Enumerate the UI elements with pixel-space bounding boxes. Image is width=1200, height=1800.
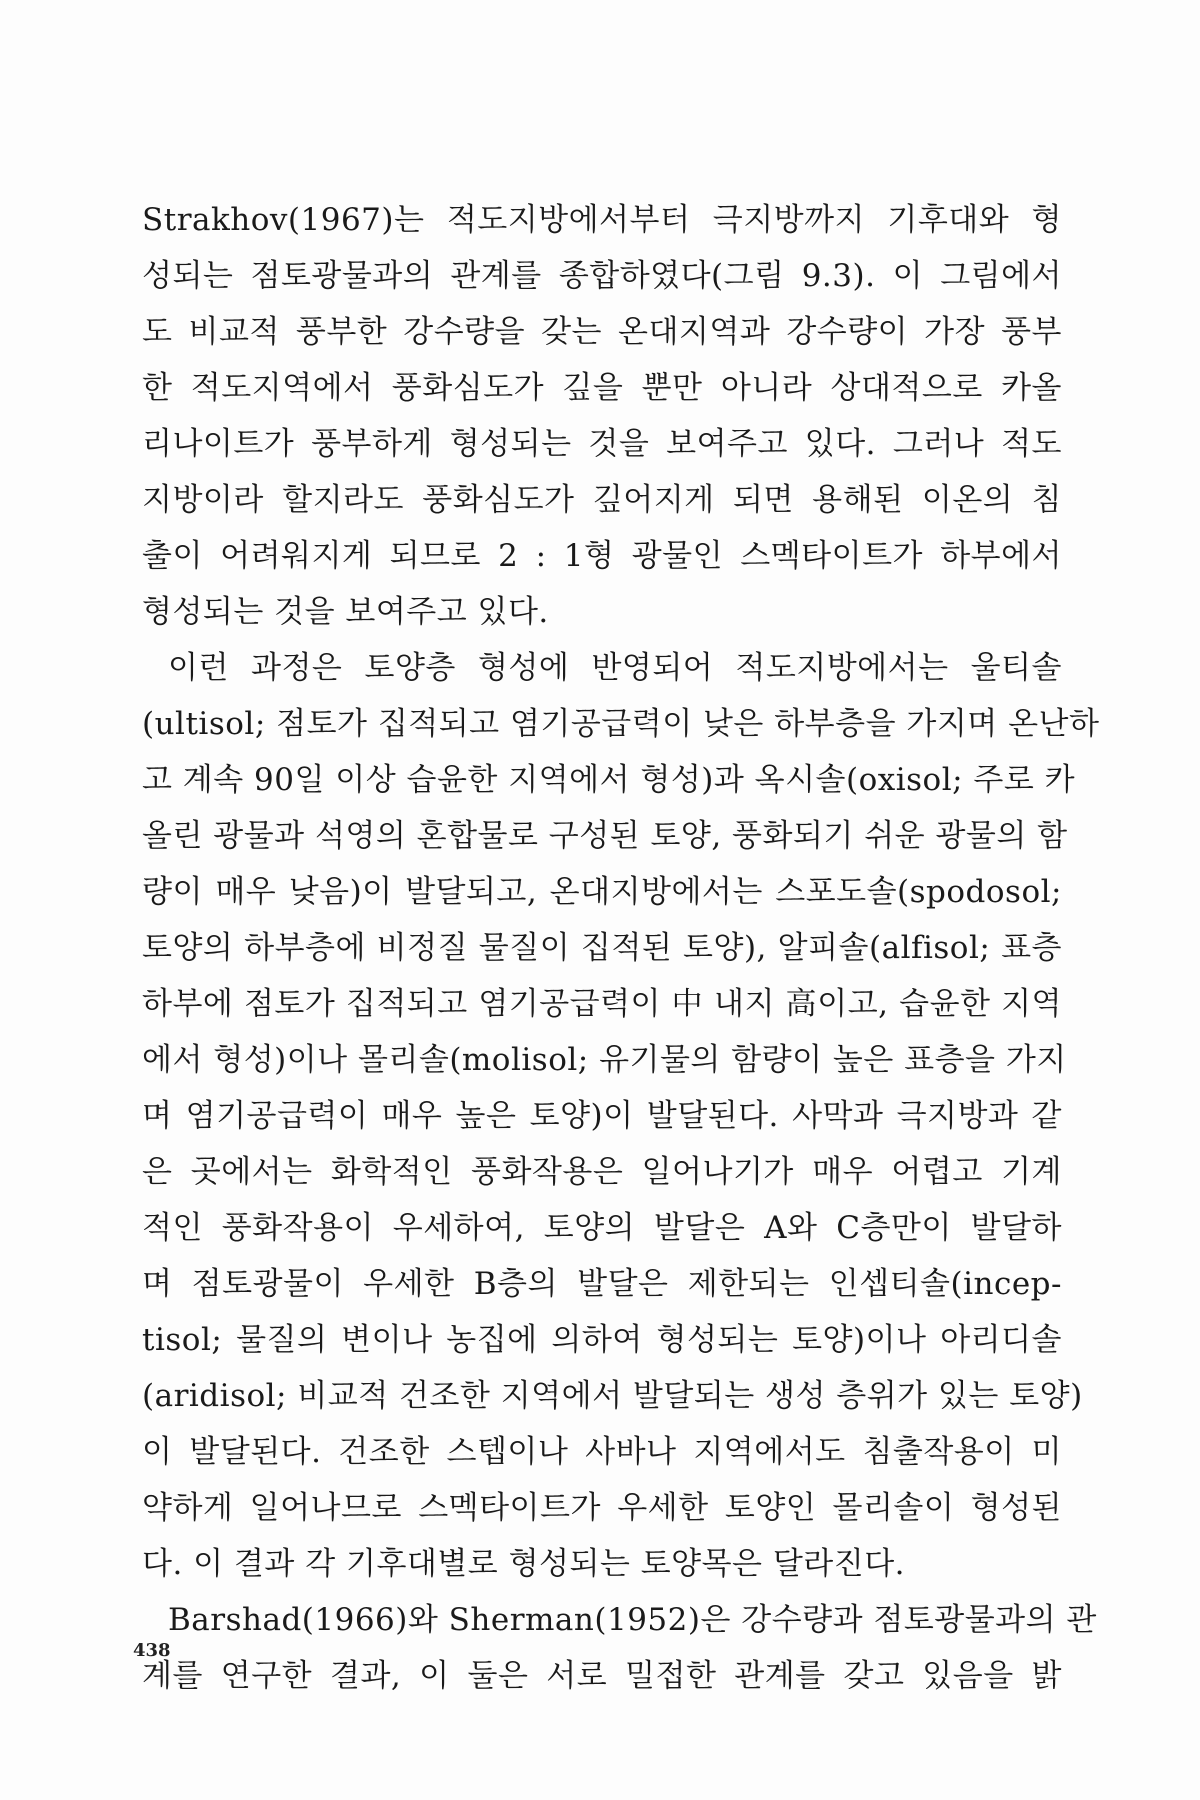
- text-line: 적인 풍화작용이 우세하여, 토양의 발달은 A와 C층만이 발달하: [142, 1210, 1062, 1246]
- text-line: 에서 형성)이나 몰리솔(molisol; 유기물의 함량이 높은 표층을 가지: [142, 1042, 1067, 1078]
- text-line: 리나이트가 풍부하게 형성되는 것을 보여주고 있다. 그러나 적도: [142, 426, 1062, 462]
- text-line: 지방이라 할지라도 풍화심도가 깊어지게 되면 용해된 이온의 침: [142, 482, 1062, 518]
- text-line: 이런 과정은 토양층 형성에 반영되어 적도지방에서는 울티솔: [168, 650, 1062, 686]
- text-line: 며 염기공급력이 매우 높은 토양)이 발달된다. 사막과 극지방과 같: [142, 1098, 1062, 1134]
- text-line: 토양의 하부층에 비정질 물질이 집적된 토양), 알피솔(alfisol; 표층: [142, 930, 1062, 966]
- text-line: 고 계속 90일 이상 습윤한 지역에서 형성)과 옥시솔(oxisol; 주로 카: [142, 762, 1076, 798]
- text-line: Strakhov(1967)는 적도지방에서부터 극지방까지 기후대와 형: [142, 202, 1062, 238]
- text-line: 약하게 일어나므로 스멕타이트가 우세한 토양인 몰리솔이 형성된: [142, 1490, 1062, 1526]
- text-line: 도 비교적 풍부한 강수량을 갖는 온대지역과 강수량이 가장 풍부: [142, 314, 1062, 350]
- text-line: 계를 연구한 결과, 이 둘은 서로 밀접한 관계를 갖고 있음을 밝: [142, 1658, 1062, 1694]
- text-line: 형성되는 것을 보여주고 있다.: [142, 594, 549, 630]
- text-line: 출이 어려워지게 되므로 2 : 1형 광물인 스멕타이트가 하부에서: [142, 538, 1062, 574]
- text-line: 성되는 점토광물과의 관계를 종합하였다(그림 9.3). 이 그림에서: [142, 258, 1062, 294]
- text-line: 은 곳에서는 화학적인 풍화작용은 일어나기가 매우 어렵고 기계: [142, 1154, 1062, 1190]
- text-line: Barshad(1966)와 Sherman(1952)은 강수량과 점토광물과의 관: [168, 1602, 1097, 1638]
- text-line: 올린 광물과 석영의 혼합물로 구성된 토양, 풍화되기 쉬운 광물의 함: [142, 818, 1068, 854]
- page-number: 438: [133, 1640, 171, 1661]
- text-line: tisol; 물질의 변이나 농집에 의하여 형성되는 토양)이나 아리디솔: [142, 1322, 1062, 1358]
- text-line: 며 점토광물이 우세한 B층의 발달은 제한되는 인셉티솔(incep-: [142, 1266, 1062, 1302]
- text-line: 다. 이 결과 각 기후대별로 형성되는 토양목은 달라진다.: [142, 1546, 905, 1582]
- body-text: [142, 192, 1100, 1704]
- text-line: 량이 매우 낮음)이 발달되고, 온대지방에서는 스포도솔(spodosol;: [142, 874, 1062, 910]
- text-line: (aridisol; 비교적 건조한 지역에서 발달되는 생성 층위가 있는 토양): [142, 1378, 1083, 1414]
- text-line: 하부에 점토가 집적되고 염기공급력이 中 내지 高이고, 습윤한 지역: [142, 986, 1062, 1022]
- text-line: 한 적도지역에서 풍화심도가 깊을 뿐만 아니라 상대적으로 카올: [142, 370, 1062, 406]
- text-line: 이 발달된다. 건조한 스텝이나 사바나 지역에서도 침출작용이 미: [142, 1434, 1062, 1470]
- text-line: (ultisol; 점토가 집적되고 염기공급력이 낮은 하부층을 가지며 온난하: [142, 706, 1100, 742]
